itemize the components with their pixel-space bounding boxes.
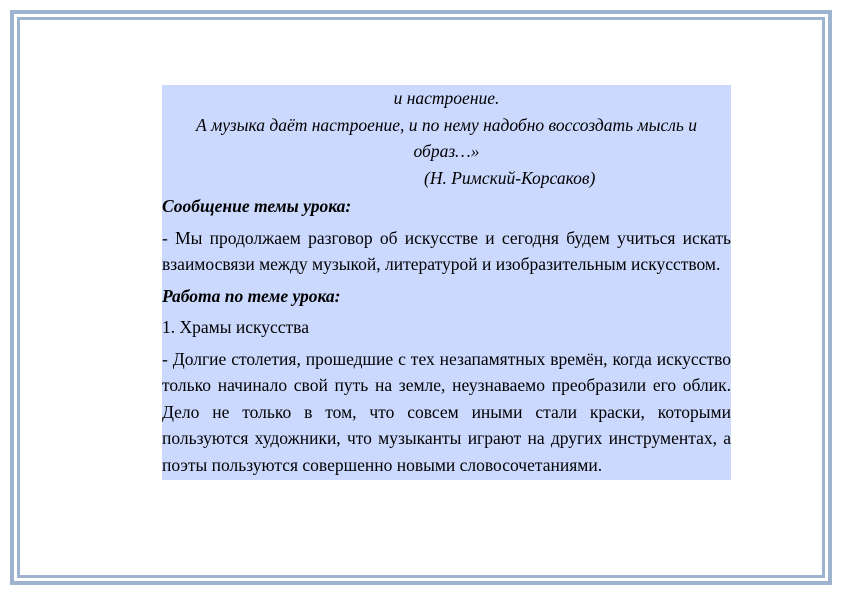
- text-block: [162, 85, 731, 480]
- quote-author: (Н. Римский-Корсаков): [424, 167, 596, 188]
- work-heading: Работа по теме урока:: [162, 285, 341, 306]
- item-1-paragraph: - Долгие столетия, прошедшие с тех незапамятных времён, когда искусство только начинало свой путь на земле, неузнаваемо преобразили его облик. Дело не только в том, что совсем иными стали краски, которыми пользуются художники, что музыканты играют на других инструментах, а поэты пользуются совершенно новыми словосочетаниями.: [162, 348, 731, 475]
- list-item-1: 1. Храмы искусства: [162, 317, 309, 337]
- topic-paragraph: - Мы продолжаем разговор об искусстве и сегодня будем учиться искать взаимосвязи между музыкой, литературой и изобразительным искусством.: [162, 227, 731, 274]
- topic-heading: Сообщение темы урока:: [162, 196, 352, 216]
- quote-line-2: А музыка даёт настроение, и по нему надобно воссоздать мысль и образ…»: [196, 114, 697, 161]
- quote-line-1: и настроение.: [393, 88, 500, 108]
